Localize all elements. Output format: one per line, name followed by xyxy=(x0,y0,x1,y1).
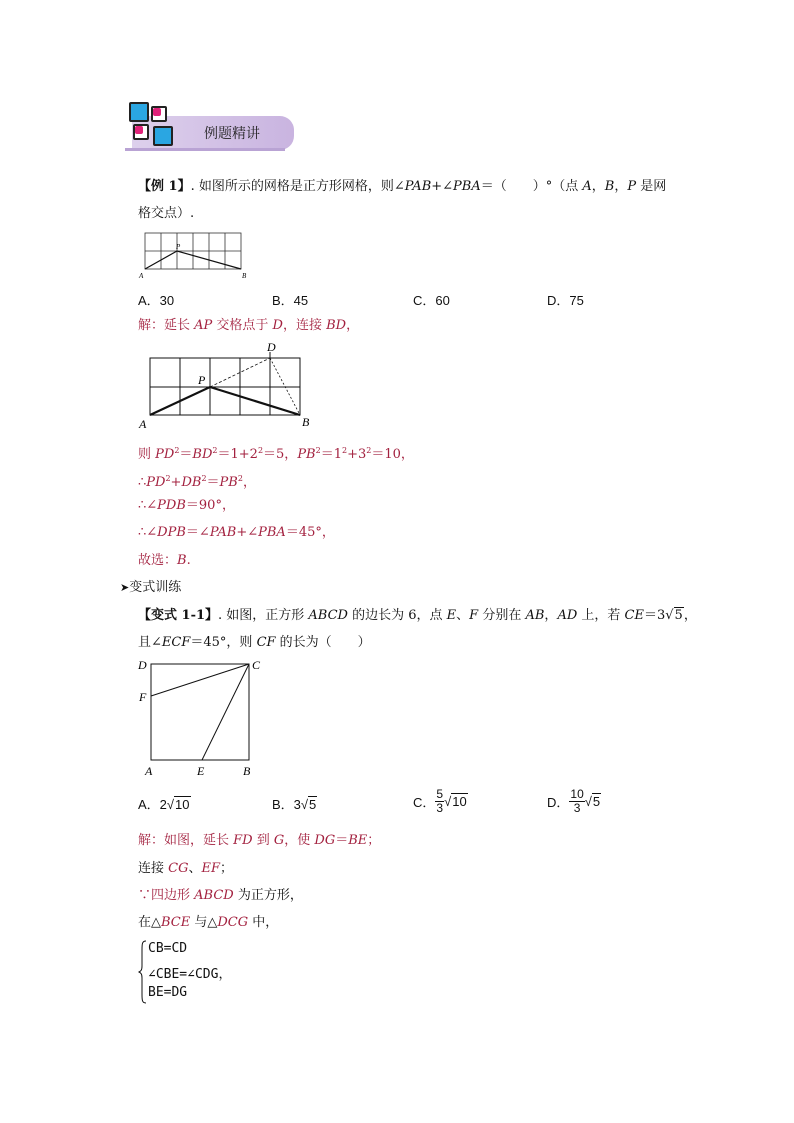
example1-question-line1: 【例 1】. 如图所示的网格是正方形网格，则∠PAB+∠PBA＝（ ）°（点 A，B，P 是网 xyxy=(138,179,667,194)
option-b: B．45 xyxy=(272,293,309,308)
fraction: $\frac{10}{3}$ xyxy=(570,787,584,815)
banner-title: 例题精讲 xyxy=(204,126,260,142)
solution1-line2: 则 $PD^2=BD^2=1+2^2=5$，$PB^2=1^2+3^2=10$， xyxy=(138,446,414,462)
square-label-d: D xyxy=(138,658,147,672)
square-label-e: E xyxy=(197,764,205,778)
banner-logo-icon xyxy=(127,100,177,150)
variant-option-b: B．3√5 xyxy=(272,797,317,812)
variant-option-d: D． $\frac{10}{3}$ √5 xyxy=(547,787,601,815)
fig-label-b: B xyxy=(302,415,310,429)
solution1-line6: 故选：B. xyxy=(138,553,191,568)
variant-option-c: C． $\frac{5}{3}$ √10 xyxy=(413,787,467,815)
example1-tag: 【例 1】 xyxy=(138,179,191,194)
system-line3: BE=DG xyxy=(148,985,188,1000)
square-label-b: B xyxy=(243,764,251,778)
small-fig-label-b: B xyxy=(242,272,247,280)
system-line2: ∠CBE=∠CDG， xyxy=(148,967,232,982)
variant-option-a: A．2√10 xyxy=(138,797,190,812)
solution1-line1: 解：延长 AP 交格点于 D，连接 BD， xyxy=(138,318,360,333)
example1-question-line2: 格交点）. xyxy=(138,206,195,221)
square-label-f: F xyxy=(139,690,147,704)
solution1-line3: $\therefore PD^2+DB^2=PB^2$， xyxy=(138,474,256,490)
variant-question-line2: 且∠ECF＝45°，则 CF 的长为（ ） xyxy=(138,635,371,650)
small-fig-label-p: P xyxy=(176,243,181,251)
variant-tag: 【变式 1-1】 xyxy=(138,608,219,623)
solution2-line3: ∵四边形 ABCD 为正方形， xyxy=(138,888,303,903)
variant-question-line1: 【变式 1-1】. 如图，正方形 ABCD 的边长为 6，点 E、F 分别在 AB，AD 上，若 CE＝3√5， xyxy=(138,608,697,623)
solution2-line1: 解：如图，延长 FD 到 G，使 DG＝BE； xyxy=(138,833,381,848)
fig-label-d: D xyxy=(267,340,276,354)
section-heading: ➤变式训练 xyxy=(120,580,182,595)
solution1-grid-figure xyxy=(136,338,326,432)
system-brace xyxy=(138,940,148,1004)
system-line1: CB=CD xyxy=(148,941,188,956)
solution2-line4: 在△BCE 与△DCG 中， xyxy=(138,915,279,930)
square-label-c: C xyxy=(252,658,261,672)
small-fig-label-a: A xyxy=(139,272,144,280)
solution1-line4: ∴∠PDB＝90°， xyxy=(138,498,235,513)
option-a: A．30 xyxy=(138,293,175,308)
square-label-a: A xyxy=(145,764,153,778)
arrow-bullet-icon: ➤ xyxy=(120,581,130,594)
variant-square-figure xyxy=(136,655,266,780)
option-d: D．75 xyxy=(547,293,584,308)
example1-small-grid-figure xyxy=(136,230,256,282)
fig-label-a: A xyxy=(139,417,147,431)
fraction: $\frac{5}{3}$ xyxy=(436,787,444,815)
solution1-line5: ∴∠DPB＝∠PAB+∠PBA＝45°， xyxy=(138,525,335,540)
fig-label-p: P xyxy=(198,373,206,387)
option-c: C．60 xyxy=(413,293,450,308)
solution2-line2: 连接 CG、EF； xyxy=(138,861,234,876)
